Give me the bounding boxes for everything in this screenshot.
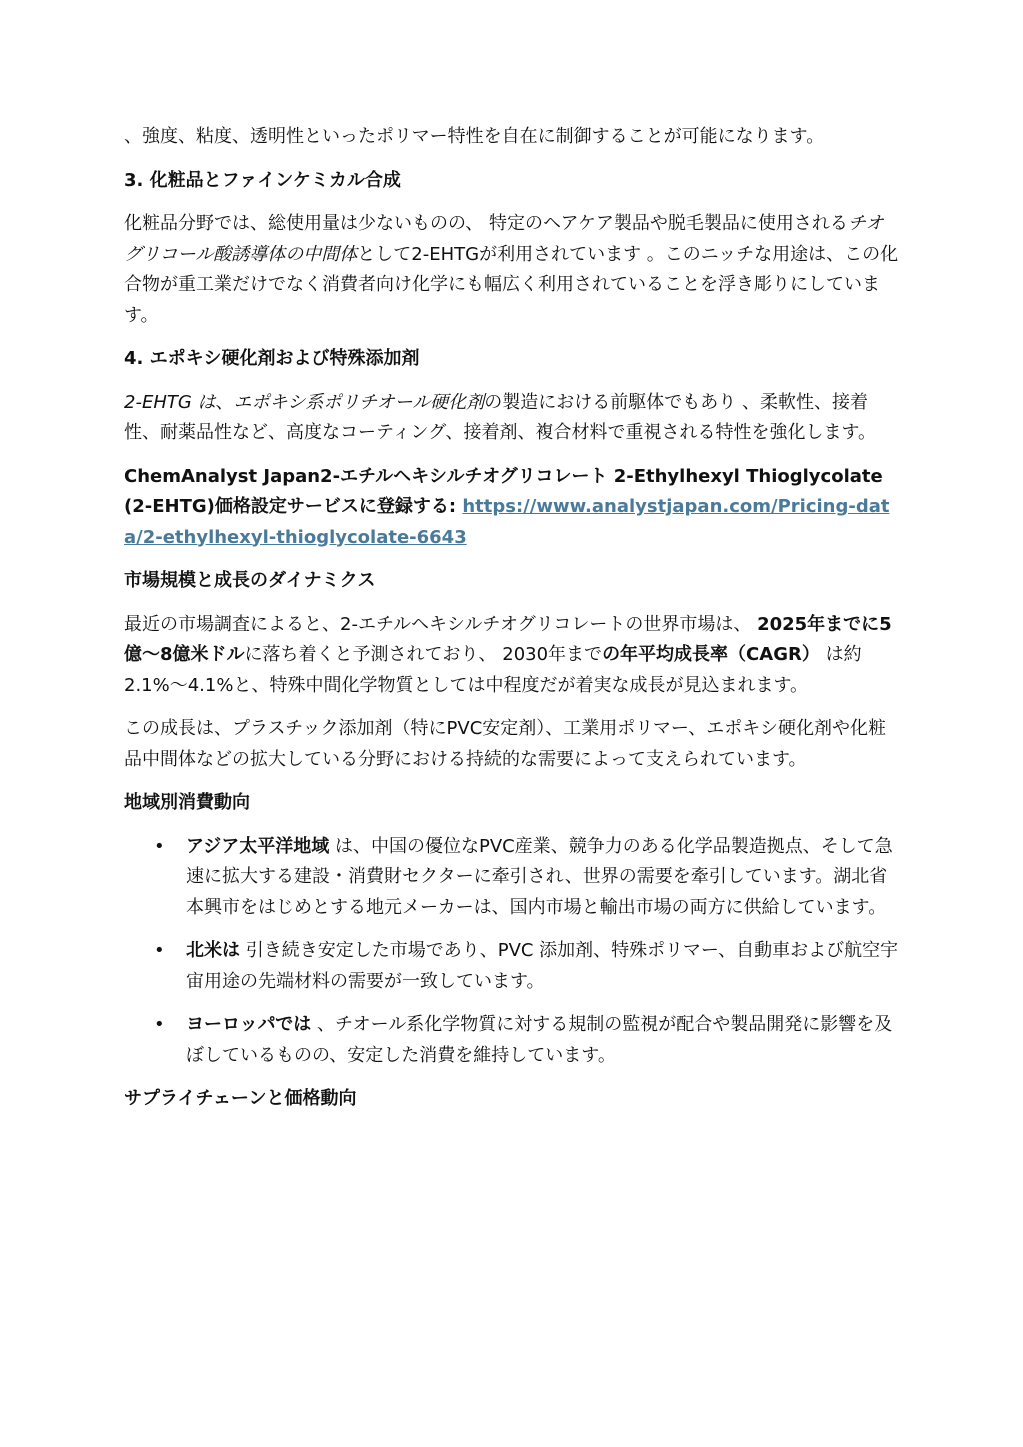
list-item [124,1010,900,1071]
section-4-emphasis-2: エポキシ系ポリチオール硬化剤 [233,391,485,413]
market-strong-2: の年平均成長率（CAGR） [602,644,820,665]
supply-heading: サプライチェーンと価格動向 [124,1088,357,1109]
region-name: 北米は [186,940,240,961]
pricing-cta-label: ChemAnalyst Japan2-エチルヘキシルチオグリコレート 2-Ethylhexyl Thioglycolate (2-EHTG)価格設定サービスに登録する: [124,465,883,517]
region-text: 引き続き安定した市場であり、PVC 添加剤、特殊ポリマー、自動車および航空宇宙用途の先端材料の需要が一致しています。 [186,940,899,992]
bullet-icon: • [154,835,165,857]
market-paragraph-1 [124,610,900,702]
section-4-text-2: の製造における前駆体でもあり 、柔軟性、接着性、耐薬品性など、高度なコーティング、接着剤、複合材料で重視される特性を強化します。 [124,391,877,443]
market-paragraph-2: この成長は、プラスチック添加剤（特にPVC安定剤）、工業用ポリマー、エポキシ硬化剤や化粧品中間体などの拡大している分野における持続的な需要によって支えられています。 [124,718,887,770]
region-text: 、チオール系化学物質に対する規制の監視が配合や製品開発に影響を及ぼしているものの、安定した消費を維持しています。 [186,1014,893,1066]
region-name: アジア太平洋地域 [186,835,330,857]
market-heading: 市場規模と成長のダイナミクス [124,570,376,591]
regional-heading: 地域別消費動向 [124,792,250,813]
region-text: は、中国の優位なPVC産業、競争力のある化学品製造拠点、そして急速に拡大する建設・消費財セクターに牽引され、世界の需要を牽引しています。湖北省本興市をはじめとする地元メーカーは、国内市場と輸出市場の両方に供給しています。 [186,835,893,918]
section-4-heading: 4. エポキシ硬化剤および特殊添加剤 [124,348,420,369]
section-3-text-1: 化粧品分野では、総使用量は少ないものの、 特定のヘアケア製品や脱毛製品に使用される [124,213,848,234]
list-item [124,936,900,997]
intro-paragraph: 、強度、粘度、透明性といったポリマー特性を自在に制御することが可能になります。 [124,126,825,147]
market-text-3: は約2.1%～4.1%と、特殊中間化学物質としては中程度だが着実な成長が見込まれます。 [124,644,862,696]
section-3-emphasis: チオグリコール酸誘導体の中間体 [124,213,884,265]
section-4-text-1: 、 [215,391,234,413]
market-strong-1: 2025年までに5億～8億米ドル [124,613,892,665]
market-text-2: に落ち着くと予測されており、 2030年まで [244,644,603,665]
region-name: ヨーロッパでは [186,1014,312,1035]
pricing-cta [124,462,900,554]
bullet-icon: • [154,1014,165,1035]
section-4-paragraph [124,388,900,449]
pricing-link[interactable]: https://www.analystjapan.com/Pricing-data/2-ethylhexyl-thioglycolate-6643 [124,496,890,548]
section-4-emphasis-1: 2-EHTG は [124,391,216,413]
section-3-text-2: として2-EHTGが利用されています 。このニッチな用途は、この化合物が重工業だけでなく消費者向け化学にも幅広く利用されていることを浮き彫りにしています。 [124,243,899,326]
section-3-heading: 3. 化粧品とファインケミカル合成 [124,169,401,191]
regional-list [124,832,900,1072]
document-page [124,122,900,1128]
market-text-1: 最近の市場調査によると、2-エチルヘキシルチオグリコレートの世界市場は、 [124,613,758,635]
bullet-icon: • [154,940,165,961]
list-item [124,832,900,924]
section-3-paragraph [124,209,900,331]
